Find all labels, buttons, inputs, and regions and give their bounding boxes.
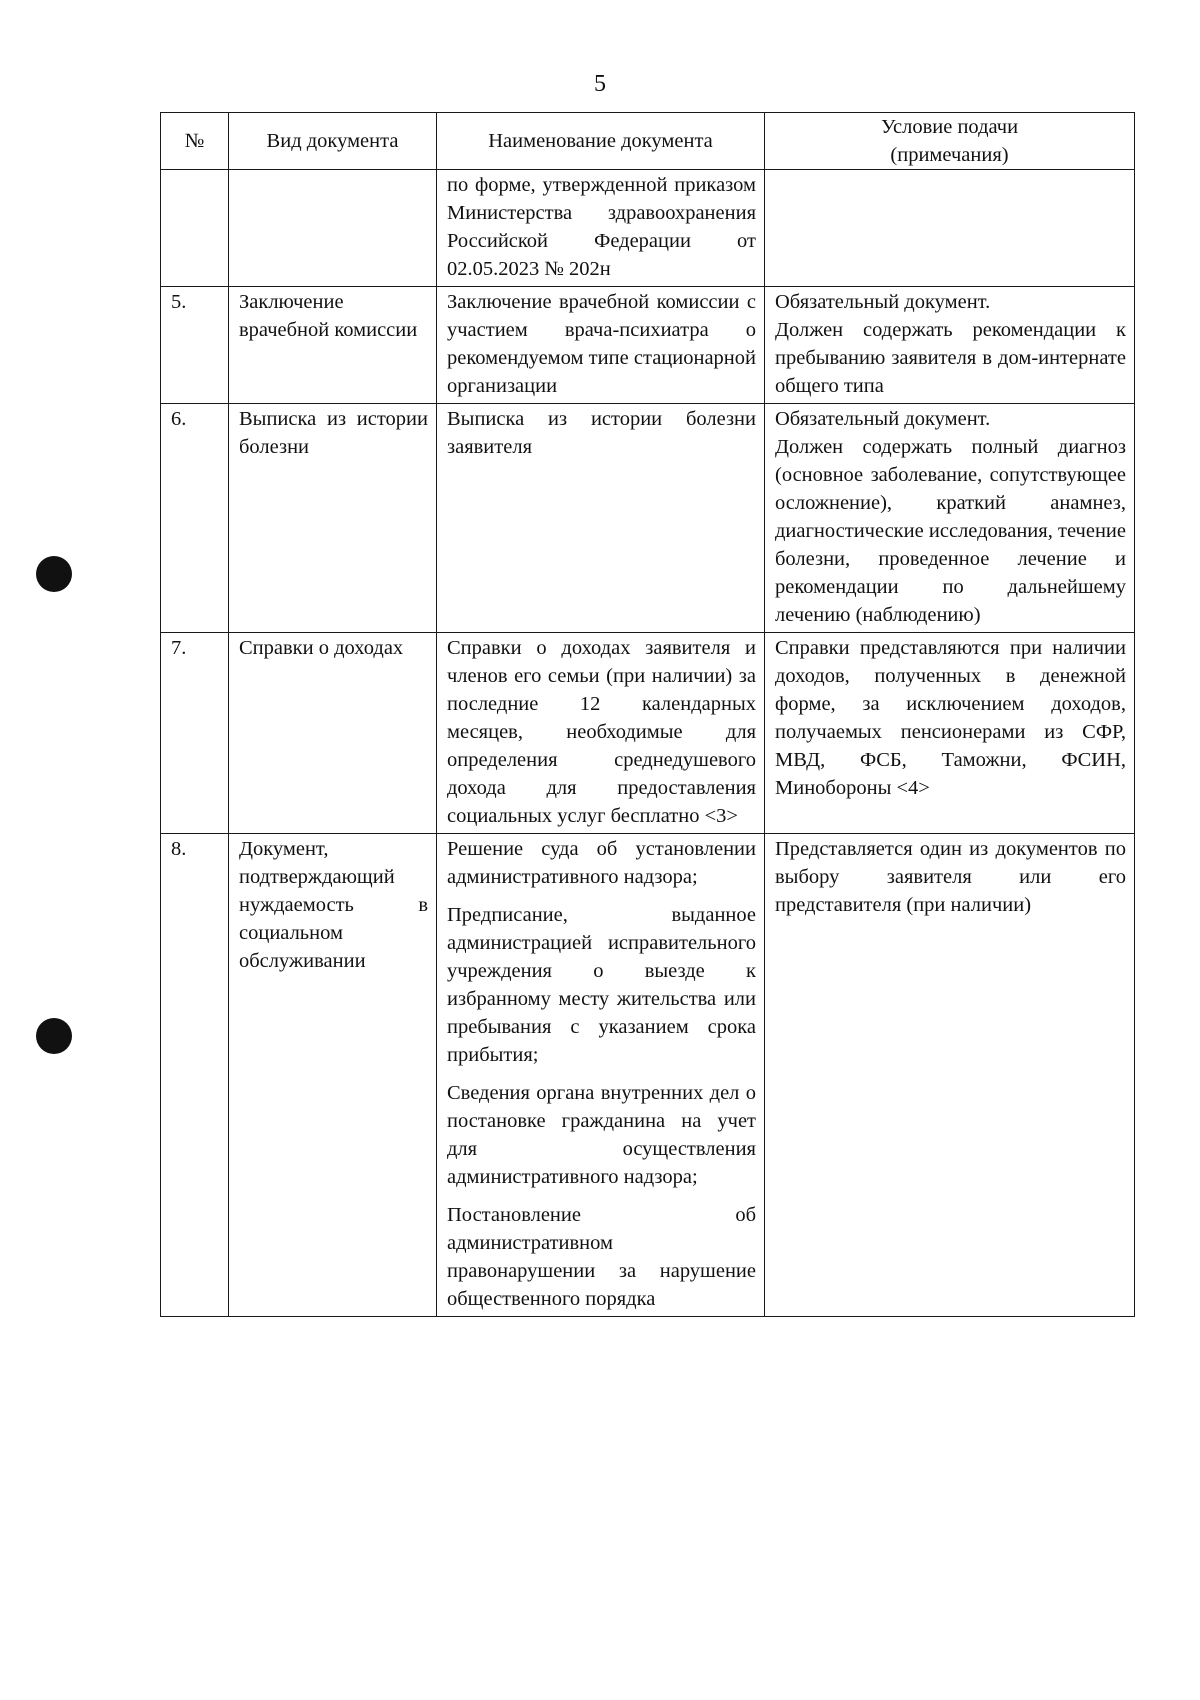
cell-condition-text: Обязательный документ. xyxy=(775,408,991,430)
header-kind: Вид документа xyxy=(229,113,437,170)
cell-kind: Заключение врачебной комиссии xyxy=(229,287,437,404)
cell-condition xyxy=(765,170,1135,287)
cell-name-text: Справки о доходах заявителя и членов его семьи (при наличии) за последние 12 календарных месяцев, необходимые для определения среднедушевого дохода для предоставления социальных услуг бесплатно <3> xyxy=(447,637,756,827)
cell-condition-text: Справки представляются при наличии доходов, полученных в денежной форме, за исключением доходов, получаемых пенсионерами из СФР, МВД, ФСБ, Таможни, ФСИН, Минобороны <4> xyxy=(775,637,1126,799)
cell-condition-text: Должен содержать полный диагноз (основное заболевание, сопутствующее осложнение), краткий анамнез, диагностические исследования, течение болезни, проведенное лечение и рекомендации по дальнейшему лечению (наблюдению) xyxy=(775,436,1126,626)
cell-name-text: Сведения органа внутренних дел о постановке гражданина на учет для осуществления административного надзора; xyxy=(447,1082,756,1188)
header-condition xyxy=(765,113,1135,170)
cell-name-text: Выписка из истории болезни заявителя xyxy=(447,408,756,458)
cell-condition-text: Обязательный документ. xyxy=(775,291,991,313)
cell-kind: Справки о доходах xyxy=(229,633,437,834)
cell-num: 7. xyxy=(161,633,229,834)
header-num: № xyxy=(161,113,229,170)
documents-table xyxy=(160,112,1135,1317)
cell-condition xyxy=(765,287,1135,404)
cell-name-text: Решение суда об установлении административного надзора; xyxy=(447,838,756,888)
cell-condition xyxy=(765,404,1135,633)
cell-num: 5. xyxy=(161,287,229,404)
table-row xyxy=(161,834,1135,1317)
cell-condition-text: Представляется один из документов по выбору заявителя или его представителя (при наличии) xyxy=(775,838,1126,916)
cell-kind xyxy=(229,170,437,287)
cell-name-text: по форме, утвержденной приказом Министерства здравоохранения Российской Федерации от 02.05.2023 № 202н xyxy=(447,174,756,280)
cell-kind: Выписка из истории болезни xyxy=(229,404,437,633)
page-number: 5 xyxy=(594,71,606,97)
punch-hole-mark xyxy=(36,1018,72,1054)
table-row xyxy=(161,404,1135,633)
cell-condition xyxy=(765,633,1135,834)
cell-num xyxy=(161,170,229,287)
cell-name xyxy=(437,834,765,1317)
cell-name-text: Заключение врачебной комиссии с участием врача-психиатра о рекомендуемом типе стационарной организации xyxy=(447,291,756,397)
table-row-continuation xyxy=(161,170,1135,287)
cell-name-text: Предписание, выданное администрацией исправительного учреждения о выезде к избранному месту жительства или пребывания с указанием срока прибытия; xyxy=(447,904,756,1066)
cell-condition-text: Должен содержать рекомендации к пребыванию заявителя в дом-интернате общего типа xyxy=(775,319,1126,397)
cell-kind: Документ, подтверждающий нуждаемость в социальном обслуживании xyxy=(229,834,437,1317)
table-row xyxy=(161,633,1135,834)
cell-name xyxy=(437,404,765,633)
cell-name xyxy=(437,170,765,287)
cell-name xyxy=(437,287,765,404)
cell-name-text: Постановление об административном правонарушении за нарушение общественного порядка xyxy=(447,1204,756,1310)
cell-num: 6. xyxy=(161,404,229,633)
cell-num: 8. xyxy=(161,834,229,1317)
cell-condition xyxy=(765,834,1135,1317)
header-condition-line1: Условие подачи xyxy=(880,116,1019,138)
cell-name xyxy=(437,633,765,834)
table-header-row xyxy=(161,113,1135,170)
punch-hole-mark xyxy=(36,556,72,592)
header-condition-line2: (примечания) xyxy=(890,144,1009,166)
header-name: Наименование документа xyxy=(437,113,765,170)
table-row xyxy=(161,287,1135,404)
